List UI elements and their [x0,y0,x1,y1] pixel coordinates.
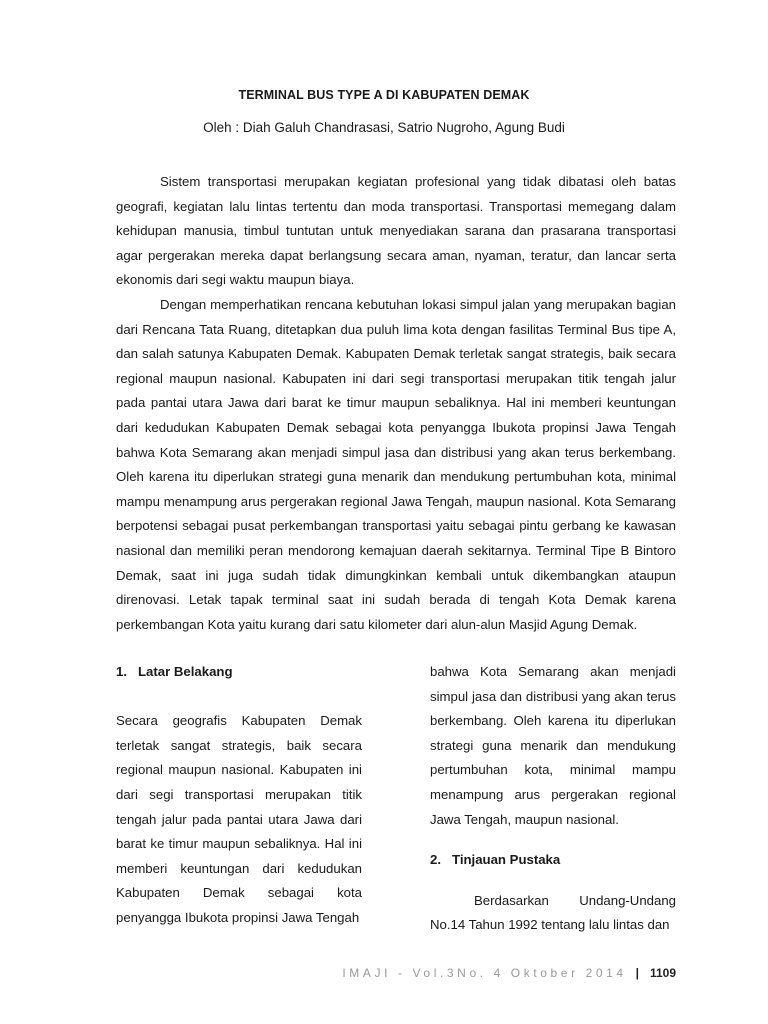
page-footer [342,966,676,980]
abstract-paragraph-1: Sistem transportasi merupakan kegiatan profesional yang tidak dibatasi oleh batas geografi, kegiatan lalu lintas tertentu dan moda transportasi. Transportasi memegang dalam kehidupan manusia, timbul tuntutan untuk menyediakan sarana dan prasarana transportasi agar pergerakan mereka dapat berlangsung secara aman, nyaman, teratur, dan lancar serta ekonomis dari segi waktu maupun biaya. [116,174,676,288]
section-heading-latar-belakang [116,660,362,685]
right-column [430,660,676,938]
paper-authors: Oleh : Diah Galuh Chandrasasi, Satrio Nugroho, Agung Budi [203,120,565,135]
footer-separator: | [635,966,640,980]
left-column [116,660,362,931]
section-number: 2. [430,852,441,868]
journal-reference: IMAJI - Vol.3No. 4 Oktober 2014 [342,966,627,980]
paper-title: TERMINAL BUS TYPE A DI KABUPATEN DEMAK [238,88,530,102]
section-title: Tinjauan Pustaka [452,852,561,868]
abstract-paragraph-2: Dengan memperhatikan rencana kebutuhan lokasi simpul jalan yang merupakan bagian dari Rencana Tata Ruang, ditetapkan dua puluh lima kota dengan fasilitas Terminal Bus tipe A, dan salah satunya Kabupaten Demak. Kabupaten Demak terletak sangat strategis, baik secara regional maupun nasional. Kabupaten ini dari segi transportasi merupakan titik tengah jalur pada pantai utara Jawa dari barat ke timur maupun sebaliknya. Hal ini memberi keuntungan dari kedudukan Kabupaten Demak sebagai kota penyangga Ibukota propinsi Jawa Tengah bahwa Kota Semarang akan menjadi simpul jasa dan distribusi yang akan terus berkembang. Oleh karena itu diperlukan strategi guna menarik dan mendukung pertumbuhan kota, minimal mampu menampung arus pergerakan regional Jawa Tengah, maupun nasional. Kota Semarang berpotensi sebagai pusat perkembangan transportasi yaitu sebagai pintu gerbang ke kawasan nasional dan memiliki peran mendorong kemajuan daerah sekitarnya. Terminal Tipe B Bintoro Demak, saat ini juga sudah tidak dimungkinkan kembali untuk dikembangkan ataupun direnovasi. Letak tapak terminal saat ini sudah berada di tengah Kota Demak karena perkembangan Kota yaitu kurang dari satu kilometer dari alun-alun Masjid Agung Demak. [116,296,676,632]
section-body-tinjauan-pustaka: Berdasarkan Undang-Undang No.14 Tahun 1992 tentang lalu lintas dan [430,892,676,933]
abstract-section [116,170,676,637]
section-number: 1. [116,664,127,679]
section-heading-tinjauan-pustaka [430,848,676,873]
page-number: 1109 [649,966,676,980]
section-body-latar-belakang: Secara geografis Kabupaten Demak terletak sangat strategis, baik secara regional maupun nasional. Kabupaten ini dari segi transportasi merupakan titik tengah jalur pada pantai utara Jawa dari barat ke timur maupun sebaliknya. Hal ini memberi keuntungan dari kedudukan Kabupaten Demak sebagai kota penyangga Ibukota propinsi Jawa Tengah [116,713,362,925]
continued-paragraph: bahwa Kota Semarang akan menjadi simpul jasa dan distribusi yang akan terus berkembang. Oleh karena itu diperlukan strategi guna menarik dan mendukung pertumbuhan kota, minimal mampu menampung arus pergerakan regional Jawa Tengah, maupun nasional. [430,664,676,827]
section-title: Latar Belakang [138,664,233,679]
